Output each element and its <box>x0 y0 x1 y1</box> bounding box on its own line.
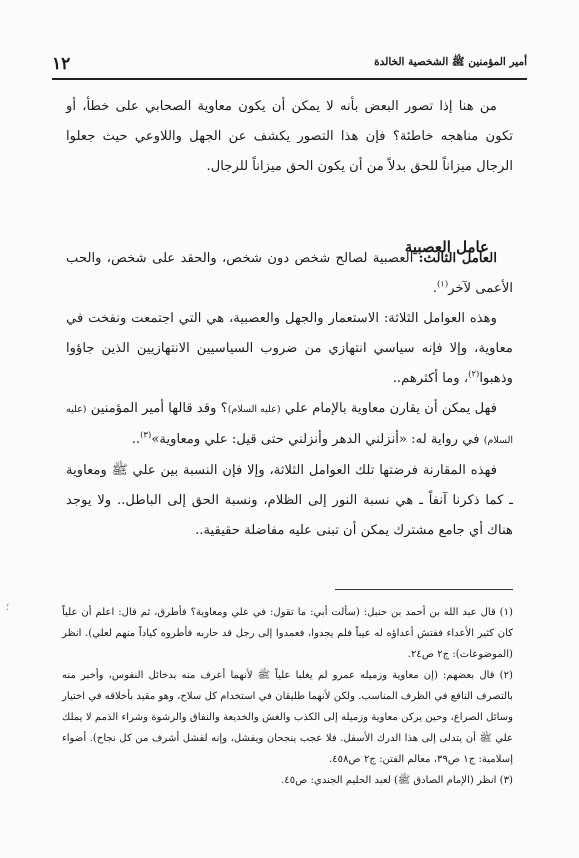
paragraph-5: فهذه المقارنة فرضتها تلك العوامل الثلاثة، وإلا فإن النسبة بين علي ﷺ ومعاوية ـ كما ذكرنا آنفاً ـ هي نسبة النور إلى الظلام، ونسبة الحق إلى الباطل.. ولا يوجد هناك أي جامع مشترك يمكن أن تبنى عليه مفاضلة حقيقية.. <box>66 463 513 538</box>
paragraph-3-text: وهذه العوامل الثلاثة: الاستعمار والجهل والعصبية، هي التي اجتمعت ونفخت في معاوية، وإلا فإنه سياسي انتهازي من ضروب السياسيين الانتهازيين الذين جاؤوا وذهبوا <box>66 311 513 386</box>
main-body <box>66 244 513 546</box>
header-rule <box>52 78 527 80</box>
footnote-ref-3[interactable]: (٣) <box>140 430 152 441</box>
page-header <box>52 48 527 74</box>
footnote-3: (٣) انظر (الإمام الصادق ﷺ) لعبد الحليم الجندي: ص٤٥. <box>281 775 513 786</box>
footnote-ref-2[interactable]: (٢) <box>468 369 480 380</box>
paragraph-3-end: ، وما أكثرهم.. <box>392 371 469 386</box>
paragraph-4-a: فهل يمكن أن يقارن معاوية بالإمام علي <box>280 401 498 416</box>
page-number: ١٢ <box>52 54 71 74</box>
paragraph-2-text: العصبية لصالح شخص دون شخص، والحقد على شخص، والحب الأعمى لآخر <box>66 251 513 296</box>
footnotes <box>62 602 513 791</box>
running-title: أمير المؤمنين ﷺ الشخصية الخالدة <box>374 56 527 68</box>
paragraph-4-end: .. <box>131 432 141 447</box>
honorific-2: (عليه السلام) <box>66 404 513 446</box>
paragraph-2: العامل الثالث: العصبية لصالح شخص دون شخص، والحقد على شخص، والحب الأعمى لآخر$^{(١)}$. <box>66 251 513 296</box>
paragraph-3 <box>66 304 513 394</box>
paragraph-4-c: في رواية له: «أنزلني الدهر وأنزلني حتى قيل: علي ومعاوية» <box>151 432 484 447</box>
footnote-2: (٢) قال بعضهم: (إن معاوية وزميله عمرو لم يغلبا علياً ﷺ لأنهما أعرف منه بدخائل النفوس، وأخبر منه بالتصرف النافع في الظرف المناسب. ولكن لأنهما طليقان في استخدام كل سلاح، وهو مقيد بأخلاقه في اختيار وسائل الصراع، وحين يركن معاوية وزميله إلى الكذب والغش والخديعة والنفاق والرشوة وشراء الذمم لا يملك علي ﷺ أن يتدلى إلى هذا الدرك الأسفل. فلا عجب ينجحان ويفشل، وإنه لفشل أشرف من كل نجاح). أضواء إسلامية: ج١ ص٣٩، معالم الفتن: ج٢ ص٤٥٨. <box>62 670 513 765</box>
honorific-1: (عليه السلام) <box>227 404 281 415</box>
paragraph-4 <box>66 394 513 456</box>
footnote-separator <box>335 589 513 590</box>
footnote-ref-1[interactable]: (١) <box>436 279 449 290</box>
paragraph-2-lead: العامل الثالث: <box>418 251 497 266</box>
paragraph-1: من هنا إذا تصور البعض بأنه لا يمكن أن يكون معاوية الصحابي على خطأ، أو تكون مناهجه خاطئة؟ فإن هذا التصور يكشف عن الجهل واللاوعي حيث جعلوا الرجال ميزاناً للحق بدلاً من أن يكون الحق ميزاناً للرجال. <box>66 99 513 174</box>
footnote-1: (١) قال عبد الله بن أحمد بن حنبل: (سألت أبي: ما تقول: في علي ومعاوية؟ فأطرق، ثم قال: اعلم أن علياً كان كثير الأعداء ففتش أعداؤه له عيباً فلم يجدوا، فعمدوا إلى رجل قد حاربه فأطروه كياداً منهم لعلي). انظر (الموضوعات): ج٢ ص٢٤. <box>62 607 513 660</box>
section-heading: عامل العصبية <box>404 238 489 256</box>
paragraph-4-b: ؟ وقد قالها أمير المؤمنين <box>86 401 228 416</box>
margin-mark: ؛ <box>6 602 10 613</box>
paragraph-1-block <box>66 92 513 182</box>
